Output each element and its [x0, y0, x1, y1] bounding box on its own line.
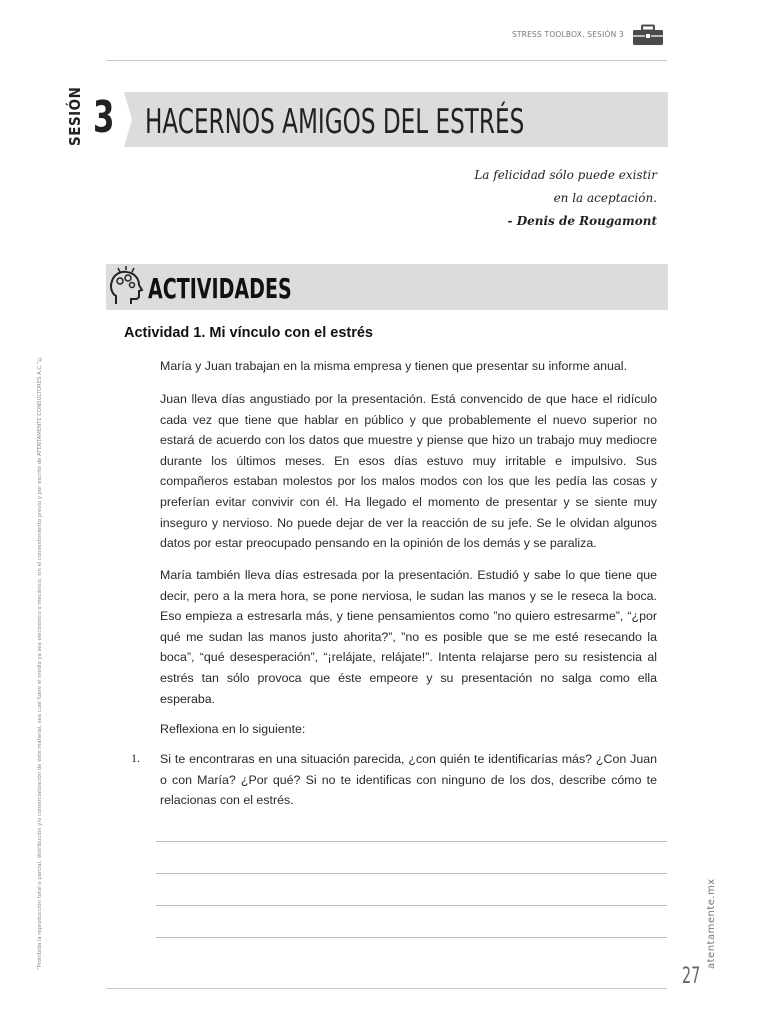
answer-line[interactable]	[156, 905, 667, 906]
page-number: 27	[682, 964, 701, 989]
website-label: atentamente.mx	[706, 878, 717, 970]
copyright-notice: “Prohibida la reproducción total o parcial, distribución y/o comercialización de este material, sea cual fuere el medio ya sea electrónico o mecánico, sin el consentimiento previo y por escrito de ATENTAMENTE CONSULTORES A.C.”©	[37, 355, 43, 970]
session-number: 3	[93, 92, 115, 143]
head-brain-icon	[108, 266, 144, 306]
toolbox-icon	[632, 24, 664, 46]
header-rule	[106, 60, 667, 61]
section-title: ACTIVIDADES	[148, 272, 292, 305]
epigraph-quote	[380, 164, 657, 233]
answer-line[interactable]	[156, 841, 667, 842]
running-header: STRESS TOOLBOX. SESIÓN 3	[511, 30, 624, 39]
page-title: HACERNOS AMIGOS DEL ESTRÉS	[145, 102, 525, 142]
paragraph: María también lleva días estresada por la presentación. Estudió y sabe lo que tiene que decir, pero a la mera hora, se pone nerviosa, le sudan las manos y se le reseca la boca. Eso empieza a estresarla más, y tiene pensamientos como ”no quiero estresarme”, “¿por qué me sudan las manos justo ahorita?”, ”no es posible que se me esté resecando la boca”, “qué desesperación”, “¡relájate, relájate!”. Intenta relajarse pero su resistencia al estrés tan sólo provoca que éste empeore y su presentación no salga como ella esperaba.	[160, 568, 657, 706]
paragraph: María y Juan trabajan en la misma empresa y tienen que presentar su informe anual.	[160, 359, 627, 373]
question-text: Si te encontraras en una situación parecida, ¿con quién te identificarías más? ¿Con Juan o con María? ¿Por qué? Si no te identificas con ninguno de los dos, describe cómo te relacionas con el estrés.	[160, 752, 657, 808]
quote-author: - Denis de Rougamont	[507, 214, 657, 228]
quote-line: La felicidad sólo puede existir	[474, 168, 657, 182]
paragraph: Reflexiona en lo siguiente:	[160, 722, 306, 736]
paragraph: Juan lleva días angustiado por la presentación. Está convencido de que hace el ridículo cada vez que tiene que hablar en público y que probablemente el nuevo superior no estará de acuerdo con los datos que muestre y piense que hizo un trabajo muy mediocre durante los últimos meses. En esos días estuvo muy irritable e impulsivo. Sus compañeros estaban molestos por los malos modos con los que les pedía las cosas y preferían evitar convivir con él. Ha llegado el momento de presentar y se siente muy inseguro y nervioso. No puede dejar de ver la reacción de su jefe. Se le olvidan algunos datos por estar preocupado pensando en la opinión de los demás y se paraliza.	[160, 392, 657, 551]
answer-line[interactable]	[156, 873, 667, 874]
activity-heading: Actividad 1. Mi vínculo con el estrés	[124, 325, 373, 341]
quote-line: en la aceptación.	[553, 191, 657, 205]
footer-rule	[106, 988, 667, 989]
session-label: SESIÓN	[66, 86, 84, 146]
answer-line[interactable]	[156, 937, 667, 938]
question-number: 1.	[131, 751, 140, 765]
